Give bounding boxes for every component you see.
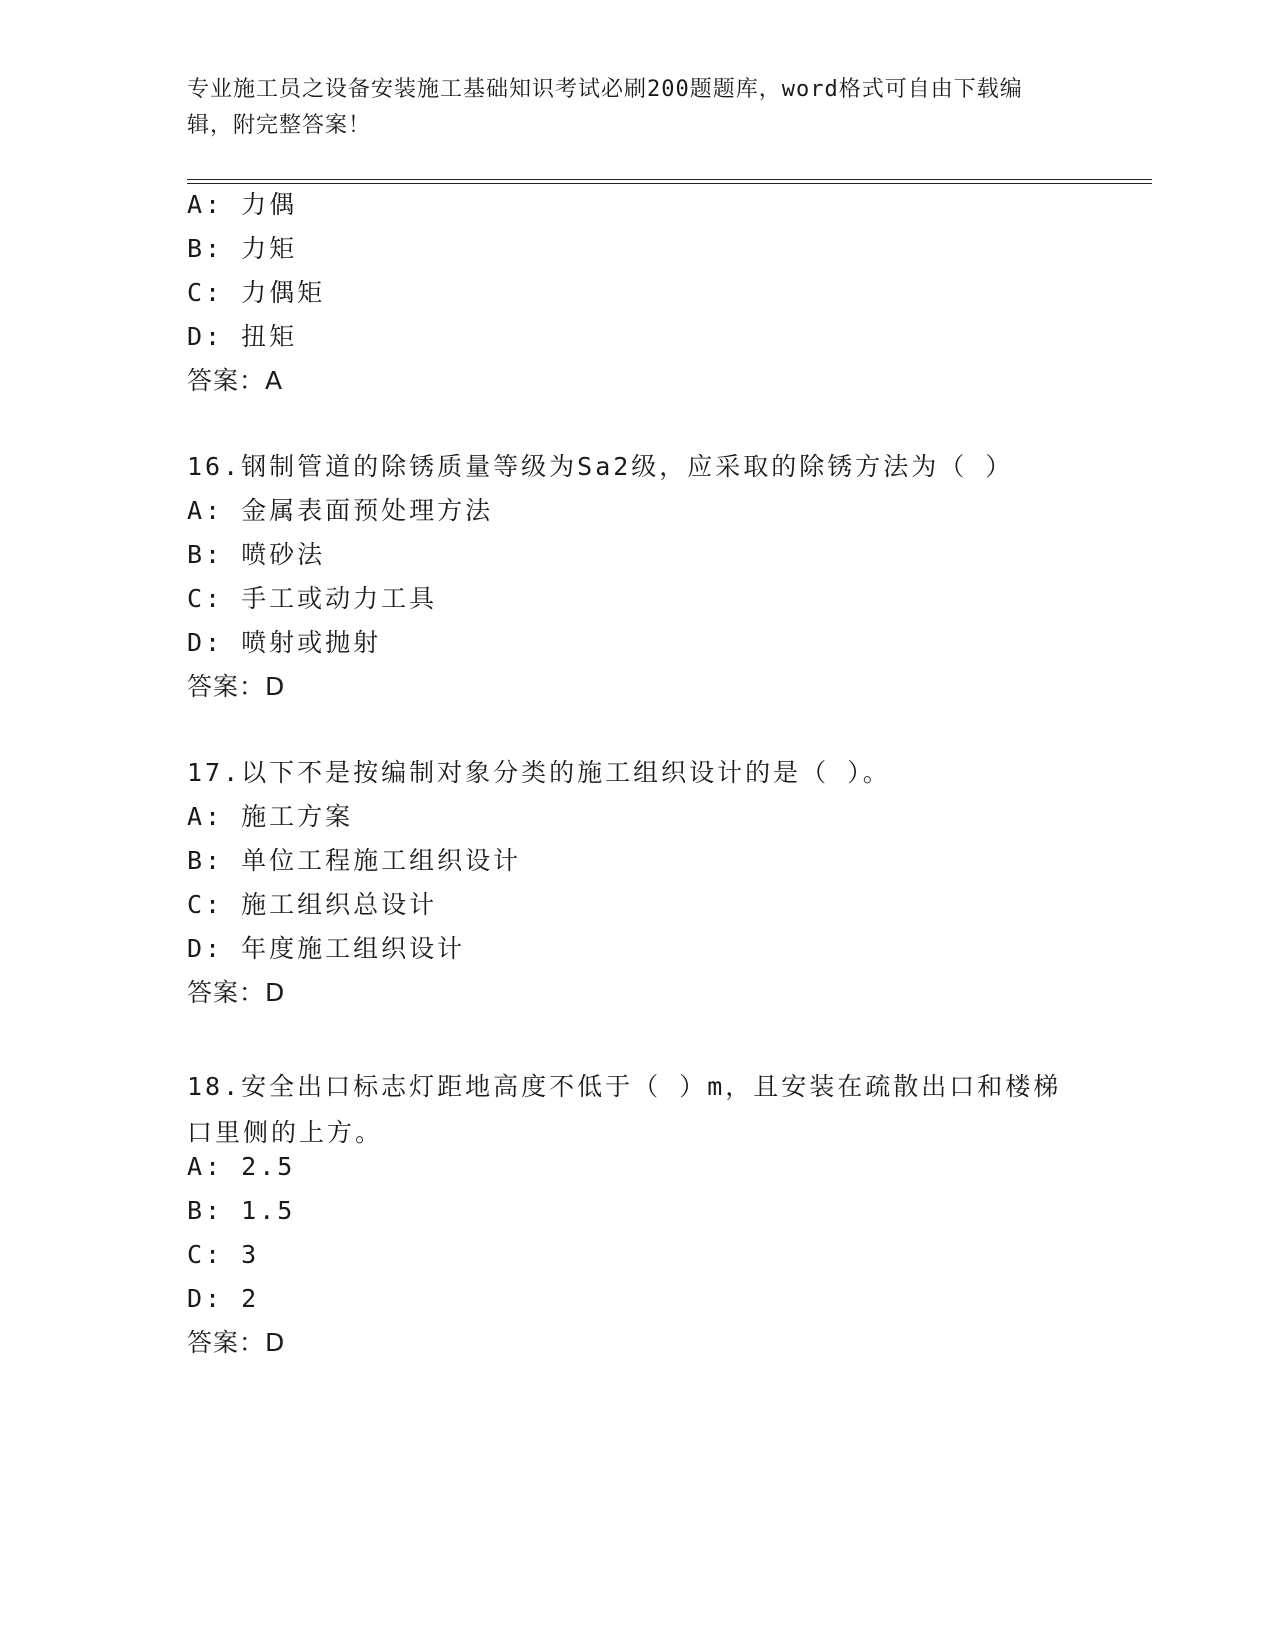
header-divider-bottom [187,183,1152,184]
option-a: A: 力偶 [187,190,298,219]
option-d: D: 扭矩 [187,322,298,351]
header-divider-top [187,179,1152,180]
option-c: C: 力偶矩 [187,278,326,307]
question-18-stem: 18.安全出口标志灯距地高度不低于（ ）m，且安装在疏散出口和楼梯口里侧的上方。 [187,1072,1062,1147]
option-c: C: 手工或动力工具 [187,584,438,613]
answer: 答案：D [187,978,286,1007]
option-b: B: 单位工程施工组织设计 [187,846,522,875]
question-16-stem: 16.钢制管道的除锈质量等级为Sa2级，应采取的除锈方法为（ ） [187,452,1014,481]
question-17-stem: 17.以下不是按编制对象分类的施工组织设计的是（ ）。 [187,758,891,787]
option-b: B: 力矩 [187,234,298,263]
option-c: C: 施工组织总设计 [187,890,438,919]
option-a: A: 金属表面预处理方法 [187,496,494,525]
option-b: B: 1.5 [187,1196,296,1225]
option-b: B: 喷砂法 [187,540,326,569]
answer: 答案：D [187,1328,286,1357]
answer: 答案：A [187,366,284,395]
answer: 答案：D [187,672,286,701]
option-a: A: 2.5 [187,1152,296,1181]
option-a: A: 施工方案 [187,802,354,831]
option-d: D: 年度施工组织设计 [187,934,466,963]
option-d: D: 喷射或抛射 [187,628,382,657]
document-header: 专业施工员之设备安装施工基础知识考试必刷200题题库，word格式可自由下载编辑，附完整答案！ [187,77,1023,138]
option-c: C: 3 [187,1240,260,1269]
option-d: D: 2 [187,1284,260,1313]
